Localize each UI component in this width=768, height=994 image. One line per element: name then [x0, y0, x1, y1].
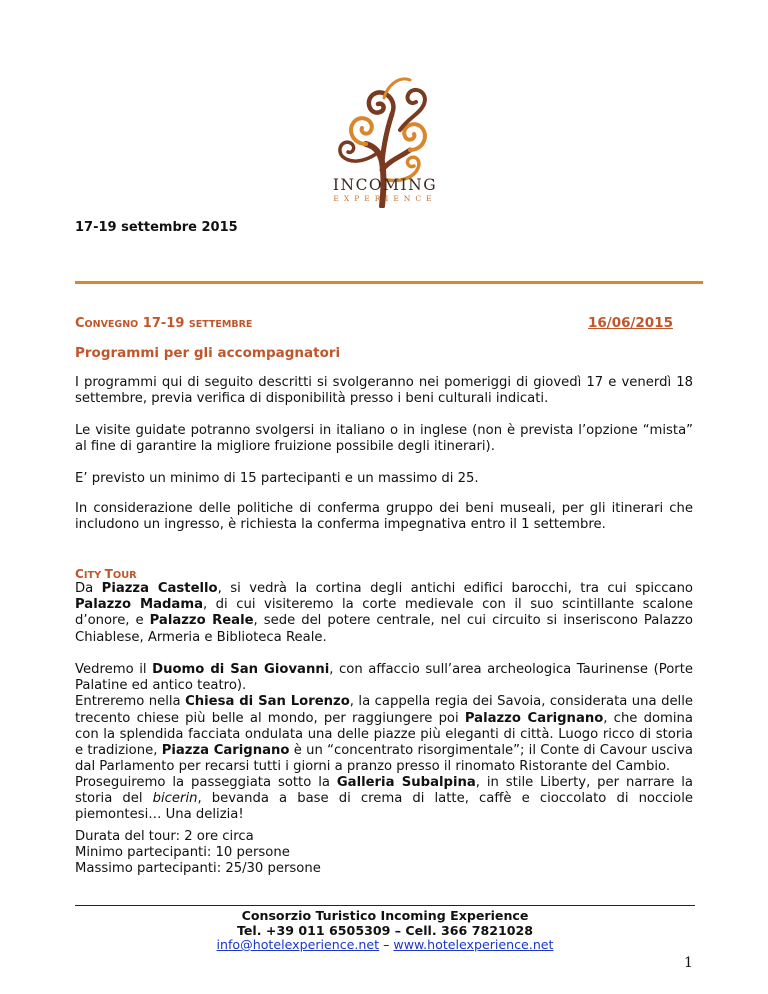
email-link[interactable]: info@hotelexperience.net	[216, 937, 380, 952]
tour-duration: Durata del tour: 2 ore circa	[75, 829, 254, 844]
tour-paragraph: Da Piazza Castello, si vedrà la cortina degli antichi edifici barocchi, tra cui spiccano Palazzo Madama, di cui visiteremo la corte medievale con il suo scintillante scalone d’onore, e Palazzo Reale, sede del potere centrale, nel cui circuito si inseriscono Palazzo Chiablese, Armeria e Biblioteca Reale.	[75, 581, 694, 645]
website-link[interactable]: www.hotelexperience.net	[393, 937, 554, 952]
header-divider	[75, 281, 703, 284]
page-number: 1	[684, 955, 693, 971]
tour-paragraph: Proseguiremo la passeggiata sotto la Galleria Subalpina, in stile Liberty, per narrare la storia del bicerin, bevanda a base di crema di latte, caffè e cioccolato di nocciole piemontesi… Una delizia!	[75, 775, 694, 823]
footer-org: Consorzio Turistico Incoming Experience	[241, 908, 529, 923]
footer-phones: Tel. +39 011 6505309 – Cell. 366 7821028	[236, 922, 534, 938]
city-tour-heading: CITY TOUR	[75, 567, 137, 581]
participants-paragraph: E’ previsto un minimo di 15 partecipanti e un massimo di 25.	[75, 471, 479, 486]
brand-name: INCOMING	[332, 176, 438, 194]
tour-details	[75, 829, 693, 878]
event-dates: 17-19 settembre 2015	[75, 220, 238, 235]
tour-min-participants: Minimo partecipanti: 10 persone	[75, 845, 290, 861]
footer: Consorzio Turistico Incoming Experience Tel. +39 011 6505309 – Cell. 366 7821028 info@hotelexperience.net – www.hotelexperience.net	[75, 909, 695, 953]
tour-paragraph: Vedremo il Duomo di San Giovanni, con affaccio sull’area archeologica Taurinense (Porte Palatine ed antico teatro). Entreremo nella Chiesa di San Lorenzo, la cappella regia dei Savoia, considerata una delle trecento chiese più belle al mondo, per raggiungere poi Palazzo Carignano, che domina con la splendida facciata ondulata una delle piazze più eleganti di città. Luogo ricco di storia e tradizione, Piazza Carignano è un “concentrato risorgimentale”; il Conte di Cavour usciva dal Parlamento per recarsi tutti i giorni a pranzo presso il rinomato Ristorante del Cambio.	[75, 662, 694, 775]
document-date: 16/06/2015	[587, 315, 673, 331]
footer-divider	[75, 905, 695, 906]
section-title: Programmi per gli accompagnatori	[75, 345, 341, 361]
brand-subtitle: EXPERIENCE	[333, 194, 437, 203]
tour-max-participants: Massimo partecipanti: 25/30 persone	[75, 861, 321, 877]
language-paragraph: Le visite guidate potranno svolgersi in italiano o in inglese (non è prevista l’opzione “mista” al fine di garantire la migliore fruizione possibile degli itinerari).	[75, 423, 693, 455]
convegno-heading: CONVEGNO 17-19 SETTEMBRE	[75, 316, 253, 331]
confirmation-paragraph: In considerazione delle politiche di conferma gruppo dei beni museali, per gli itinerari che includono un ingresso, è richiesta la conferma impegnativa entro il 1 settembre.	[75, 501, 693, 533]
intro-paragraph: I programmi qui di seguito descritti si svolgeranno nei pomeriggi di giovedì 17 e venerdì 18 settembre, previa verifica di disponibilità presso i beni culturali indicati.	[75, 375, 693, 407]
